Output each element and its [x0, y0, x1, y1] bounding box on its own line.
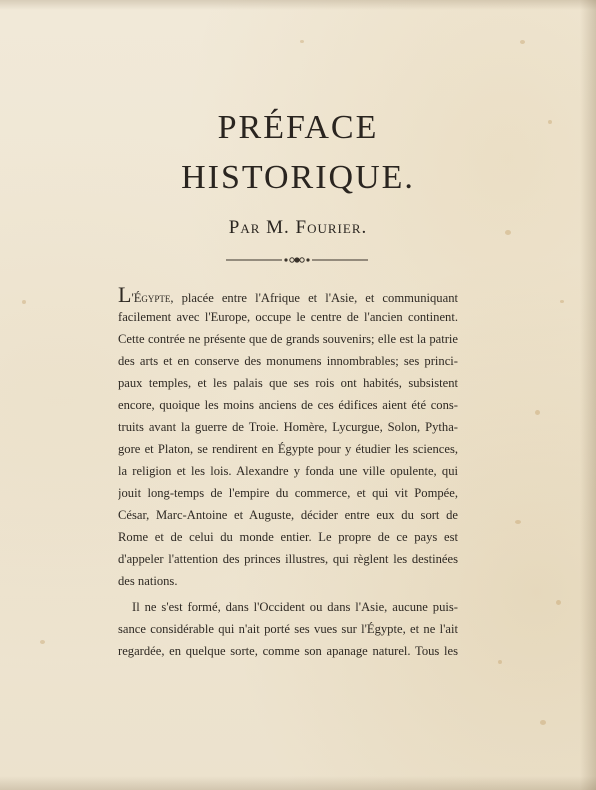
- text-line: paux temples, et les palais que ses rois ont habités, subsistent: [118, 376, 458, 390]
- text-line: Cette contrée ne présente que de grands souvenirs; elle est la patrie: [118, 332, 458, 346]
- paragraph-1: [118, 284, 458, 592]
- page-edge-bottom: [0, 776, 596, 790]
- text-line: des arts et en conserve des monumens innombrables; ses princi-: [118, 354, 458, 368]
- foxing-spot: [40, 640, 45, 644]
- text-line: César, Marc-Antoine et Auguste, décider entre eux du sort de: [118, 508, 458, 522]
- text-line: Rome et de celui du monde entier. Le propre de ce pays est: [118, 530, 458, 544]
- foxing-spot: [540, 720, 546, 725]
- foxing-spot: [560, 300, 564, 303]
- foxing-spot: [535, 410, 540, 415]
- text-line: d'appeler l'attention des princes illustres, qui règlent les destinées: [118, 552, 458, 566]
- lead-word: 'Égypte: [131, 291, 171, 305]
- drop-capital: L: [118, 284, 132, 306]
- author-name: Fourier.: [295, 217, 368, 238]
- paragraph-2: [118, 596, 458, 662]
- title-line-2: HISTORIQUE.: [181, 159, 415, 196]
- text-line: truits avant la guerre de Troie. Homère, Lycurgue, Solon, Pytha-: [118, 420, 458, 434]
- text-line: sance considérable qui n'ait porté ses vues sur l'Égypte, et ne l'ait: [118, 622, 458, 636]
- text-line: jouit long-temps de l'empire du commerce, et qui vit Pompée,: [118, 486, 458, 500]
- author-prefix: Par M.: [228, 217, 296, 238]
- text-line: des nations.: [118, 574, 178, 588]
- foxing-spot: [498, 660, 502, 664]
- foxing-spot: [300, 40, 304, 43]
- text-line: gore et Platon, se rendirent en Égypte pour y étudier les sciences,: [118, 442, 458, 456]
- body-text: [118, 284, 458, 662]
- author-line: [0, 216, 596, 240]
- ornament-divider: [226, 255, 368, 265]
- text-line: L'Égypte, placée entre l'Afrique et l'Asie, et communiquant: [118, 284, 458, 306]
- text-line: encore, quoique les moins anciens de ces édifices aient été cons-: [118, 398, 458, 412]
- text-line: la religion et les lois. Alexandre y fonda une ville opulente, qui: [118, 464, 458, 478]
- foxing-spot: [515, 520, 521, 524]
- text-line: facilement avec l'Europe, occupe le centre de l'ancien continent.: [118, 310, 458, 324]
- page-edge-top: [0, 0, 596, 10]
- foxing-spot: [22, 300, 26, 304]
- text-line: regardée, en quelque sorte, comme son apanage naturel. Tous les: [118, 644, 458, 658]
- foxing-spot: [556, 600, 561, 605]
- title-line-1: PRÉFACE: [217, 109, 379, 146]
- foxing-spot: [520, 40, 525, 44]
- text-line: Il ne s'est formé, dans l'Occident ou dans l'Asie, aucune puis-: [132, 600, 458, 614]
